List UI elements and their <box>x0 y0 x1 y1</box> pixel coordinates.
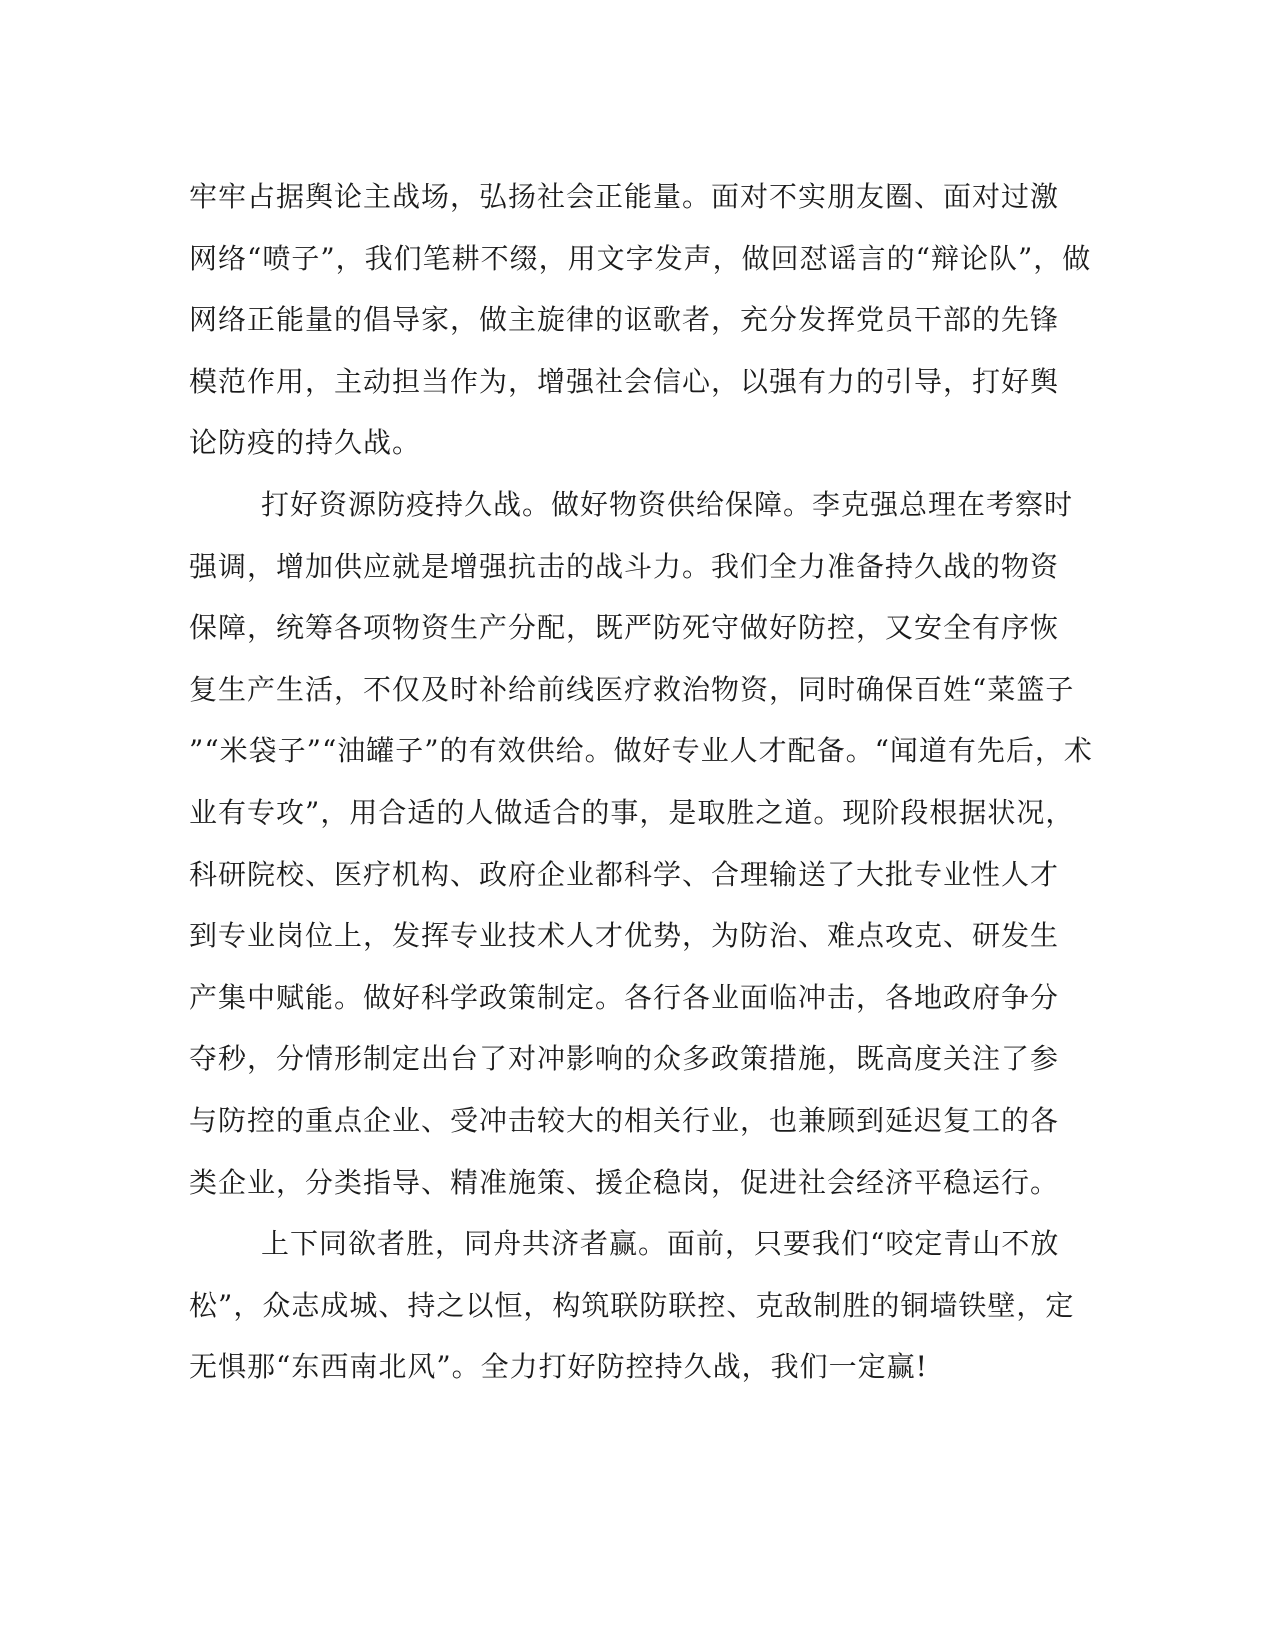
text-line: ”“米袋子”“油罐子”的有效供给。做好专业人才配备。“闻道有先后，术 <box>189 734 1093 768</box>
text-line: 模范作用，主动担当作为，增强社会信心，以强有力的引导，打好舆 <box>189 364 1060 398</box>
text-line: 网络正能量的倡导家，做主旋律的讴歌者，充分发挥党员干部的先锋 <box>189 303 1060 337</box>
text-line: 打好资源防疫持久战。做好物资供给保障。李克强总理在考察时 <box>261 487 1074 521</box>
text-line: 论防疫的持久战。 <box>189 426 422 460</box>
paragraph-2 <box>189 474 1093 1213</box>
text-line: 与防控的重点企业、受冲击较大的相关行业，也兼顾到延迟复工的各 <box>189 1103 1060 1137</box>
text-line: 到专业岗位上，发挥专业技术人才优势，为防治、难点攻克、研发生 <box>189 919 1060 953</box>
text-line: 网络“喷子”，我们笔耕不缀，用文字发声，做回怼谣言的“辩论队”，做 <box>189 241 1092 275</box>
text-line: 上下同欲者胜，同舟共济者赢。面前，只要我们“咬定青山不放 <box>261 1227 1060 1261</box>
text-line: 产集中赋能。做好科学政策制定。各行各业面临冲击，各地政府争分 <box>189 980 1060 1014</box>
text-line: 强调，增加供应就是增强抗击的战斗力。我们全力准备持久战的物资 <box>189 549 1060 583</box>
text-line: 无惧那“东西南北风”。全力打好防控持久战，我们一定赢! <box>189 1350 928 1384</box>
text-line: 业有专攻”，用合适的人做适合的事，是取胜之道。现阶段根据状况， <box>189 795 1075 829</box>
body-text <box>189 166 1093 1398</box>
text-line: 牢牢占据舆论主战场，弘扬社会正能量。面对不实朋友圈、面对过激 <box>189 180 1060 213</box>
text-line: 复生产生活，不仅及时补给前线医疗救治物资，同时确保百姓“菜篮子 <box>189 672 1075 706</box>
text-line: 保障，统筹各项物资生产分配，既严防死守做好防控，又安全有序恢 <box>189 611 1060 645</box>
text-line: 科研院校、医疗机构、政府企业都科学、合理输送了大批专业性人才 <box>189 857 1060 891</box>
text-line: 夺秒，分情形制定出台了对冲影响的众多政策措施，既高度关注了参 <box>189 1042 1060 1076</box>
paragraph-3 <box>189 1213 1089 1398</box>
paragraph-1 <box>189 166 1092 474</box>
text-line: 松”，众志成城、持之以恒，构筑联防联控、克敌制胜的铜墙铁壁，定 <box>189 1288 1075 1322</box>
text-line: 类企业，分类指导、精准施策、援企稳岗，促进社会经济平稳运行。 <box>189 1165 1060 1199</box>
